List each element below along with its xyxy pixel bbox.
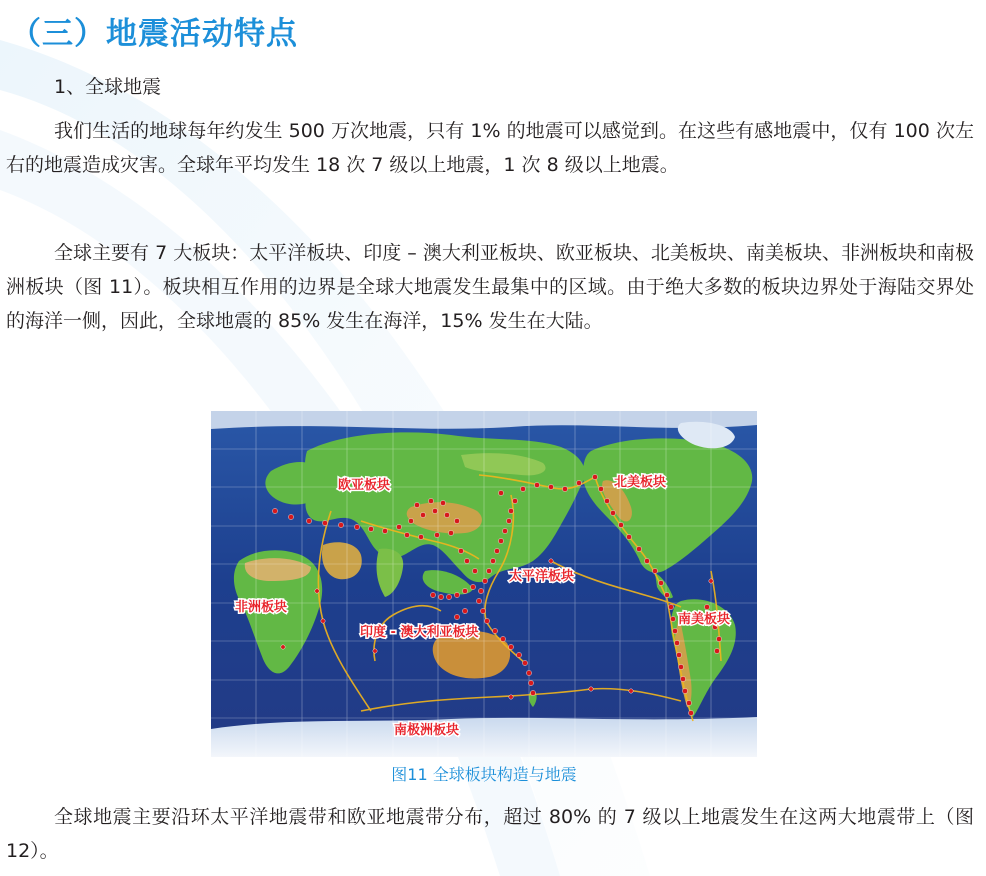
plate-label-africa: 非洲板块 bbox=[235, 600, 288, 615]
plate-label-eurasia: 欧亚板块 bbox=[338, 478, 391, 493]
subheading-global-earthquakes: 1、全球地震 bbox=[54, 76, 162, 98]
paragraph-plates: 全球主要有 7 大板块：太平洋板块、印度 – 澳大利亚板块、欧亚板块、北美板块、南美板块、非洲板块和南极洲板块（图 11）。板块相互作用的边界是全球大地震发生最集中的区域。由于绝大多数的板块边界处于海陆交界处的海洋一侧，因此，全球地震的 85% 发生在海洋，15% 发生在大陆。 bbox=[6, 242, 974, 332]
paragraph-seismic-belts: 全球地震主要沿环太平洋地震带和欧亚地震带分布，超过 80% 的 7 级以上地震发生在这两大地震带上（图 12）。 bbox=[6, 806, 974, 862]
section-title: （三）地震活动特点 bbox=[10, 16, 298, 52]
figure-caption: 图11 全球板块构造与地震 bbox=[391, 765, 577, 784]
plate-label-south-america: 南美板块 bbox=[678, 612, 731, 627]
plate-label-indo-australia: 印度 - 澳大利亚板块 bbox=[360, 625, 479, 640]
plate-tectonics-map-svg bbox=[211, 411, 757, 757]
plate-label-north-america: 北美板块 bbox=[614, 475, 667, 490]
plate-label-pacific: 太平洋板块 bbox=[509, 569, 575, 584]
paragraph-earthquake-frequency: 我们生活的地球每年约发生 500 万次地震，只有 1% 的地震可以感觉到。在这些有感地震中，仅有 100 次左右的地震造成灾害。全球年平均发生 18 次 7 级以上地震，1 次 8 级以上地震。 bbox=[6, 120, 974, 176]
plate-tectonics-map bbox=[211, 411, 757, 757]
plate-label-antarctica: 南极洲板块 bbox=[394, 723, 460, 738]
